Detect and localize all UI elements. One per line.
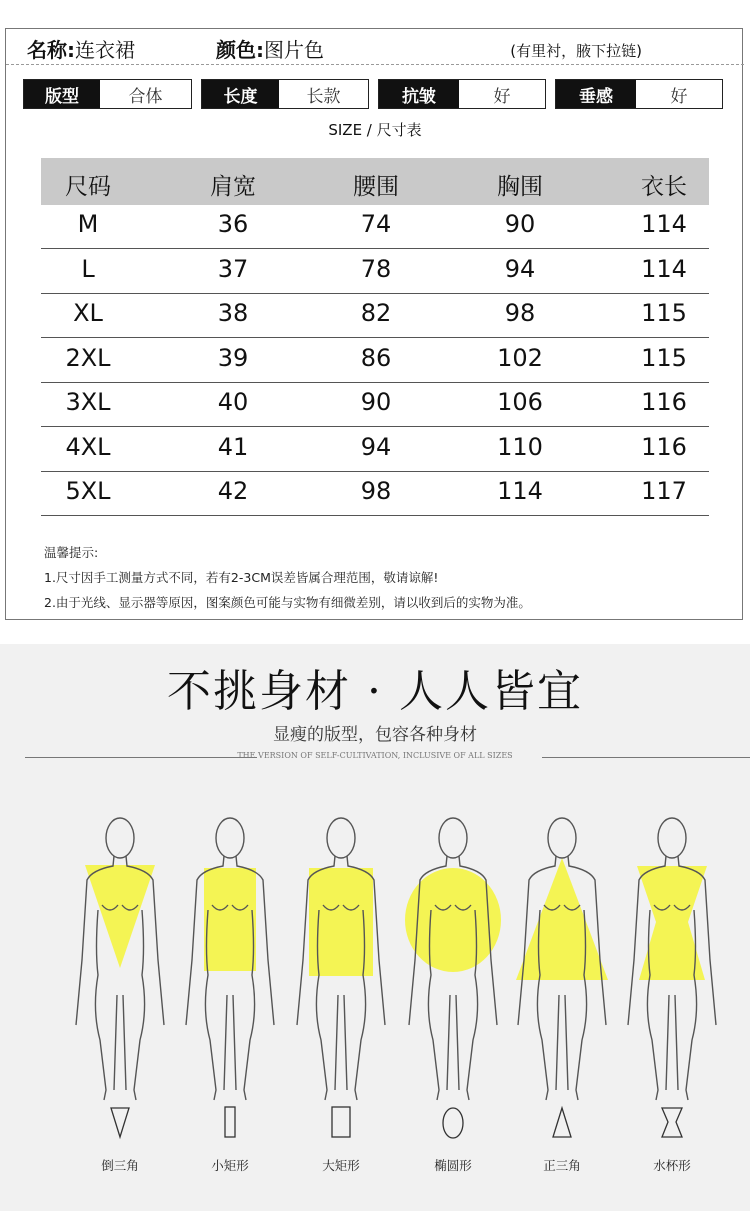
- hourglass-icon: [662, 1108, 682, 1137]
- cell-length: 116: [641, 432, 687, 461]
- product-name-key: 名称:: [27, 38, 75, 62]
- overlay-small-rectangle: [204, 868, 256, 971]
- cell-shoulder: 40: [217, 388, 249, 416]
- cell-waist: 82: [360, 299, 392, 327]
- large-rectangle-icon: [332, 1107, 350, 1137]
- cell-waist: 74: [360, 210, 392, 238]
- triangle-icon: [553, 1108, 571, 1137]
- cell-length: 115: [641, 299, 687, 327]
- lining-note: (有里衬，腋下拉链): [510, 42, 642, 60]
- label-ellipse: 椭圆形: [434, 1158, 472, 1173]
- cell-shoulder: 39: [217, 343, 249, 372]
- attribute-key: 抗皱: [379, 80, 459, 108]
- cell-length: 117: [641, 477, 687, 505]
- figure-head: [548, 818, 576, 858]
- overlay-inverted-triangle: [85, 865, 155, 968]
- cell-bust: 106: [497, 388, 543, 416]
- cell-size: L: [81, 254, 95, 283]
- column-header-bust: 胸围: [497, 174, 543, 200]
- cell-shoulder: 36: [217, 210, 249, 238]
- cell-waist: 78: [360, 254, 392, 283]
- column-header-shoulder: 肩宽: [210, 174, 256, 200]
- banner-subtitle: 显瘦的版型，包容各种身材: [273, 725, 477, 745]
- inverted-triangle-icon: [111, 1108, 129, 1137]
- banner-title: 不挑身材 · 人人皆宜: [167, 666, 583, 717]
- cell-length: 114: [641, 210, 687, 238]
- figure-head: [216, 818, 244, 858]
- small-rectangle-icon: [225, 1107, 235, 1137]
- column-header-length: 衣长: [641, 174, 687, 200]
- cell-shoulder: 37: [217, 254, 249, 283]
- body-figure-ellipse: [405, 818, 501, 1138]
- banner-english: THE VERSION OF SELF-CULTIVATION, INCLUSIVE OF ALL SIZES: [237, 751, 513, 760]
- label-inverted-triangle: 倒三角: [101, 1158, 139, 1173]
- cell-size: 4XL: [65, 432, 111, 461]
- cell-size: 5XL: [65, 477, 111, 505]
- cell-size: 3XL: [65, 388, 111, 416]
- cell-bust: 114: [497, 477, 543, 505]
- column-header-waist: 腰围: [353, 174, 399, 200]
- cell-size: XL: [73, 299, 103, 327]
- attribute-key: 垂感: [556, 80, 636, 108]
- cell-waist: 98: [360, 477, 392, 505]
- cell-shoulder: 38: [217, 299, 249, 327]
- tip-line-1: 1.尺寸因手工测量方式不同，若有2-3CM误差皆属合理范围，敬请谅解!: [44, 570, 439, 585]
- body-figure-small-rectangle: [186, 818, 274, 1137]
- cell-shoulder: 42: [217, 477, 249, 505]
- tip-line-2: 2.由于光线、显示器等原因，图案颜色可能与实物有细微差别，请以收到后的实物为准。: [44, 595, 531, 610]
- cell-length: 115: [641, 343, 687, 372]
- attribute-value: 好: [459, 80, 545, 108]
- attribute-key: 版型: [24, 80, 100, 108]
- cell-waist: 86: [360, 343, 392, 372]
- cell-bust: 90: [504, 210, 536, 238]
- figure-head: [658, 818, 686, 858]
- label-small-rectangle: 小矩形: [211, 1158, 249, 1173]
- cell-bust: 102: [497, 343, 543, 372]
- overlay-hourglass: [637, 866, 707, 980]
- label-triangle: 正三角: [543, 1158, 581, 1173]
- cell-size: 2XL: [65, 343, 111, 372]
- column-header-size: 尺码: [65, 174, 111, 200]
- ellipse-icon: [443, 1108, 463, 1138]
- attribute-value: 好: [636, 80, 722, 108]
- body-figure-hourglass: [628, 818, 716, 1137]
- cell-shoulder: 41: [217, 432, 249, 461]
- attribute-value: 合体: [100, 80, 191, 108]
- figure-head: [327, 818, 355, 858]
- overlay-triangle: [516, 858, 608, 980]
- size-table-title: SIZE / 尺寸表: [328, 121, 422, 139]
- product-color-key: 颜色:: [216, 38, 264, 62]
- product-name-value: 连衣裙: [75, 38, 135, 62]
- label-large-rectangle: 大矩形: [322, 1158, 360, 1173]
- figure-head: [106, 818, 134, 858]
- cell-bust: 98: [504, 299, 536, 327]
- cell-bust: 94: [504, 254, 536, 283]
- tips-title: 温馨提示:: [44, 545, 99, 560]
- cell-size: M: [77, 210, 99, 238]
- body-figure-inverted-triangle: [76, 818, 164, 1137]
- cell-waist: 90: [360, 388, 392, 416]
- cell-waist: 94: [360, 432, 392, 461]
- figure-head: [439, 818, 467, 858]
- attribute-value: 长款: [279, 80, 368, 108]
- attribute-key: 长度: [202, 80, 279, 108]
- body-figure-large-rectangle: [297, 818, 385, 1137]
- label-hourglass: 水杯形: [653, 1158, 691, 1173]
- body-figure-triangle: [516, 818, 608, 1137]
- product-color-value: 图片色: [264, 38, 324, 62]
- cell-length: 116: [641, 388, 687, 416]
- cell-length: 114: [641, 254, 687, 283]
- cell-bust: 110: [497, 432, 543, 461]
